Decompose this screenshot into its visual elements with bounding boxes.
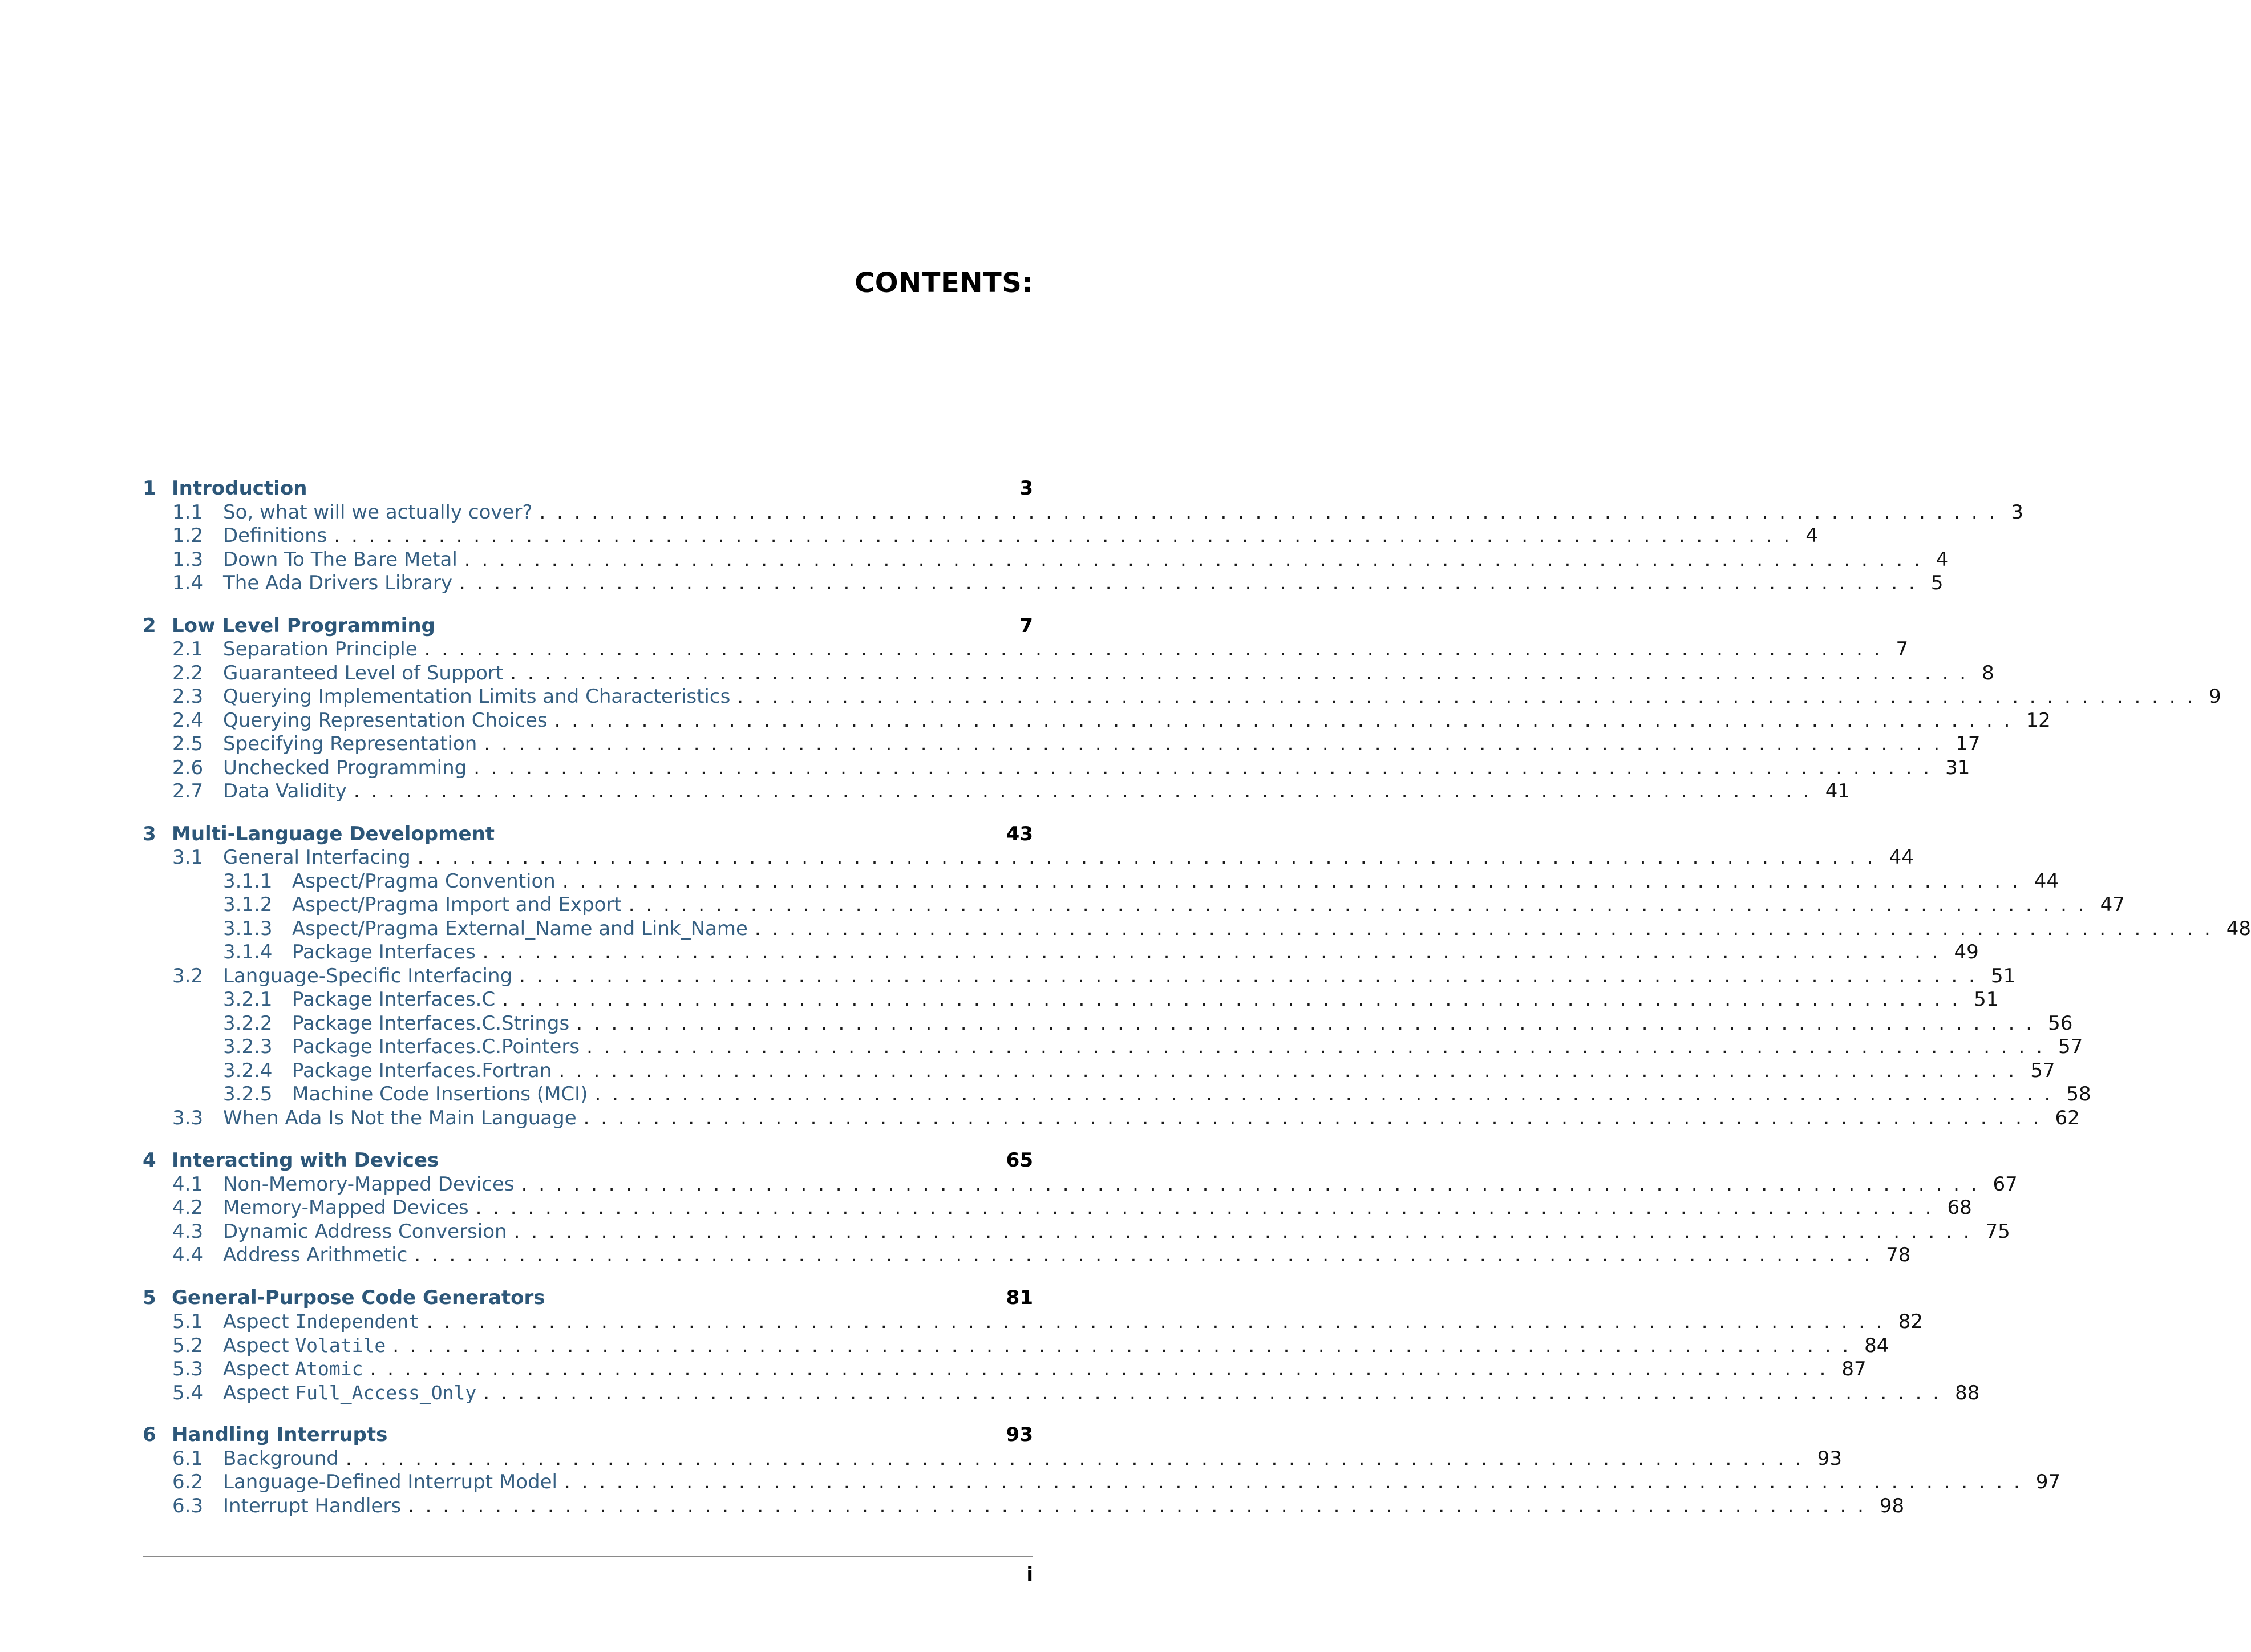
section-title[interactable]: Unchecked Programming: [223, 756, 467, 779]
subsection-number: 3.2.5: [223, 1083, 273, 1106]
section-number: 4.1: [172, 1172, 204, 1196]
toc-subsection-entry[interactable]: [143, 1083, 2091, 1107]
section-number: 2.5: [172, 732, 204, 755]
dot-leader: [495, 988, 1958, 1012]
section-number: 3.1: [172, 846, 204, 869]
dot-leader: [588, 1083, 2050, 1107]
chapter-title[interactable]: Interacting with Devices: [172, 1149, 439, 1172]
chapter-page-number: 3: [1019, 477, 1033, 500]
section-title[interactable]: Definitions: [223, 524, 327, 547]
subsection-page-number: 44: [2034, 869, 2059, 893]
toc-section-entry[interactable]: [143, 1106, 2080, 1131]
section-title[interactable]: Interrupt Handlers: [223, 1494, 402, 1517]
dot-leader: [512, 965, 1975, 989]
section-number: 1.1: [172, 500, 204, 524]
toc-subsection-entry[interactable]: [143, 1035, 2083, 1059]
subsection-number: 3.2.1: [223, 988, 273, 1011]
subsection-page-number: 49: [1954, 941, 1979, 963]
dot-leader: [477, 732, 1940, 756]
section-page-number: 67: [1993, 1172, 2018, 1196]
toc-subsection-entry[interactable]: [143, 893, 2125, 917]
subsection-title[interactable]: Aspect/Pragma Import and Export: [292, 893, 622, 916]
toc-section-entry[interactable]: [143, 685, 2221, 709]
subsection-title[interactable]: Machine Code Insertions (MCI): [292, 1083, 588, 1106]
section-number: 3.3: [172, 1106, 204, 1129]
toc-subsection-entry[interactable]: [143, 1059, 2055, 1083]
toc-chapter-block: [143, 1149, 2018, 1268]
title-code: Atomic: [295, 1358, 363, 1380]
dot-leader: [363, 1358, 1826, 1382]
subsection-title[interactable]: Aspect/Pragma Convention: [292, 869, 556, 893]
section-number: 5.1: [172, 1310, 204, 1333]
subsection-title[interactable]: Package Interfaces.C.Pointers: [292, 1035, 580, 1058]
subsection-page-number: 58: [2066, 1083, 2091, 1106]
toc-chapter-block: [143, 614, 2221, 804]
chapter-number: 5: [143, 1286, 156, 1309]
chapter-page-number: 93: [1006, 1423, 1033, 1446]
toc-section-entry[interactable]: [143, 572, 1944, 596]
section-page-number: 4: [1805, 524, 1818, 547]
toc-section-entry[interactable]: [143, 638, 1909, 662]
toc-subsection-entry[interactable]: [143, 869, 2059, 894]
section-number: 5.3: [172, 1358, 204, 1380]
toc-chapter-entry[interactable]: [143, 823, 1033, 847]
section-title[interactable]: Separation Principle: [223, 638, 418, 661]
section-title[interactable]: Querying Representation Choices: [223, 708, 548, 732]
toc-chapter-entry[interactable]: [143, 1286, 1033, 1310]
section-page-number: 8: [1982, 661, 1994, 685]
toc-chapter-entry[interactable]: [143, 614, 1033, 638]
section-title[interactable]: [223, 1357, 363, 1382]
toc-section-entry[interactable]: [143, 1220, 2010, 1244]
toc-section-entry[interactable]: [143, 1196, 1972, 1220]
chapter-number: 6: [143, 1423, 156, 1446]
dot-leader: [577, 1107, 2039, 1131]
toc-section-entry[interactable]: [143, 1244, 1911, 1268]
dot-leader: [503, 662, 1966, 686]
toc-section-entry[interactable]: [143, 1334, 1889, 1358]
section-page-number: 98: [1879, 1494, 1905, 1517]
title-code: Independent: [295, 1310, 420, 1333]
chapter-title[interactable]: Multi-Language Development: [172, 822, 495, 845]
toc-section-entry[interactable]: [143, 732, 1981, 756]
section-number: 1.3: [172, 548, 204, 571]
dot-leader: [557, 1471, 2020, 1495]
chapter-number: 4: [143, 1149, 156, 1172]
section-page-number: 51: [1990, 964, 2016, 987]
toc-section-entry[interactable]: [143, 548, 1949, 572]
toc-section-entry[interactable]: [143, 1310, 1923, 1334]
chapter-number: 2: [143, 614, 156, 637]
subsection-page-number: 57: [2058, 1035, 2083, 1058]
toc-section-entry[interactable]: [143, 1447, 1842, 1471]
section-number: 4.2: [172, 1196, 204, 1219]
dot-leader: [548, 709, 2010, 733]
toc-chapter-entry[interactable]: [143, 477, 1033, 501]
toc-chapter-block: [143, 1286, 1980, 1405]
dot-leader: [730, 685, 2193, 709]
dot-leader: [515, 1173, 1977, 1197]
chapter-title[interactable]: General-Purpose Code Generators: [172, 1286, 545, 1309]
toc-section-entry[interactable]: [143, 846, 1914, 870]
dot-leader: [452, 572, 1915, 596]
section-title[interactable]: [223, 1310, 420, 1334]
section-number: 2.3: [172, 685, 204, 708]
section-number: 2.7: [172, 780, 204, 803]
section-page-number: 31: [1945, 756, 1970, 779]
toc-chapter-entry[interactable]: [143, 1423, 1033, 1447]
subsection-page-number: 51: [1974, 988, 1999, 1011]
toc-subsection-entry[interactable]: [143, 1011, 2073, 1036]
title-prefix: Aspect: [223, 1310, 289, 1333]
toc-chapter-block: [143, 1423, 2061, 1518]
section-title[interactable]: General Interfacing: [223, 846, 411, 869]
section-page-number: 44: [1889, 846, 1914, 869]
table-of-contents: [143, 477, 2251, 1537]
dot-leader: [622, 893, 2084, 917]
section-page-number: 68: [1947, 1196, 1972, 1219]
toc-subsection-entry[interactable]: [143, 941, 1979, 965]
section-number: 2.1: [172, 638, 204, 661]
section-title[interactable]: Language-Specific Interfacing: [223, 964, 513, 987]
section-page-number: 4: [1936, 548, 1949, 571]
subsection-number: 3.1.3: [223, 917, 273, 940]
dot-leader: [532, 501, 1995, 525]
subsection-page-number: 56: [2048, 1011, 2073, 1035]
subsection-number: 3.2.3: [223, 1035, 273, 1058]
toc-chapter-entry[interactable]: [143, 1149, 1033, 1173]
dot-leader: [469, 1196, 1932, 1220]
toc-subsection-entry[interactable]: [143, 988, 1999, 1012]
dot-leader: [467, 756, 1929, 780]
dot-leader: [411, 846, 1873, 870]
toc-section-entry[interactable]: [143, 1357, 1867, 1381]
section-page-number: 12: [2026, 708, 2051, 732]
subsection-number: 3.1.1: [223, 869, 273, 893]
dot-leader: [339, 1447, 1801, 1471]
section-page-number: 62: [2055, 1106, 2080, 1129]
chapter-title[interactable]: Handling Interrupts: [172, 1423, 388, 1446]
section-title[interactable]: So, what will we actually cover?: [223, 500, 533, 524]
dot-leader: [386, 1334, 1848, 1358]
section-page-number: 87: [1841, 1358, 1867, 1380]
subsection-page-number: 47: [2100, 893, 2125, 916]
section-page-number: 7: [1896, 638, 1909, 661]
footer-divider: [143, 1556, 1033, 1557]
subsection-title[interactable]: Package Interfaces: [292, 941, 476, 963]
section-title[interactable]: Dynamic Address Conversion: [223, 1220, 507, 1243]
toc-section-entry[interactable]: [143, 708, 2051, 733]
section-number: 4.3: [172, 1220, 204, 1243]
subsection-title[interactable]: Package Interfaces.C: [292, 988, 496, 1011]
dot-leader: [580, 1035, 2042, 1059]
toc-section-entry[interactable]: [143, 1172, 2018, 1197]
section-number: 6.3: [172, 1494, 204, 1517]
subsection-number: 3.2.2: [223, 1011, 273, 1035]
section-number: 1.2: [172, 524, 204, 547]
subsection-title[interactable]: Aspect/Pragma External_Name and Link_Name: [292, 917, 748, 940]
section-title[interactable]: Guaranteed Level of Support: [223, 661, 504, 685]
section-title[interactable]: Background: [223, 1447, 339, 1470]
title-code: Volatile: [295, 1334, 386, 1357]
section-number: 5.2: [172, 1334, 204, 1357]
section-number: 6.2: [172, 1471, 204, 1493]
section-title[interactable]: When Ada Is Not the Main Language: [223, 1106, 577, 1129]
dot-leader: [556, 870, 2018, 894]
subsection-number: 3.1.2: [223, 893, 273, 916]
title-prefix: Aspect: [223, 1334, 289, 1357]
section-page-number: 41: [1825, 780, 1850, 803]
section-title[interactable]: Querying Implementation Limits and Characteristics: [223, 685, 731, 708]
subsection-number: 3.1.4: [223, 941, 273, 963]
section-number: 3.2: [172, 964, 204, 987]
section-title[interactable]: Non-Memory-Mapped Devices: [223, 1172, 515, 1196]
section-title[interactable]: Down To The Bare Metal: [223, 548, 458, 571]
section-page-number: 82: [1898, 1310, 1923, 1333]
dot-leader: [327, 524, 1790, 548]
footer-page-number: i: [1026, 1563, 1033, 1586]
section-title[interactable]: Memory-Mapped Devices: [223, 1196, 469, 1219]
title-prefix: Aspect: [223, 1358, 289, 1380]
chapter-number: 3: [143, 822, 156, 845]
section-number: 2.4: [172, 708, 204, 732]
section-number: 2.2: [172, 661, 204, 685]
section-page-number: 9: [2209, 685, 2221, 708]
section-number: 5.4: [172, 1381, 204, 1404]
toc-section-entry[interactable]: [143, 500, 2023, 525]
dot-leader: [458, 548, 1920, 572]
subsection-page-number: 48: [2226, 917, 2251, 940]
dot-leader: [407, 1244, 1870, 1268]
dot-leader: [552, 1059, 2014, 1083]
section-page-number: 3: [2011, 500, 2023, 524]
section-title[interactable]: The Ada Drivers Library: [223, 572, 452, 594]
dot-leader: [748, 917, 2210, 941]
chapter-title[interactable]: Low Level Programming: [172, 614, 435, 637]
chapter-page-number: 81: [1006, 1286, 1033, 1309]
chapter-number: 1: [143, 477, 156, 500]
subsection-title[interactable]: Package Interfaces.C.Strings: [292, 1011, 570, 1035]
toc-section-entry[interactable]: [143, 756, 1970, 780]
section-number: 6.1: [172, 1447, 204, 1470]
dot-leader: [401, 1495, 1864, 1519]
toc-section-entry[interactable]: [143, 964, 2016, 989]
section-page-number: 17: [1956, 732, 1981, 755]
toc-section-entry[interactable]: [143, 1471, 2061, 1495]
section-number: 2.6: [172, 756, 204, 779]
section-title[interactable]: Specifying Representation: [223, 732, 477, 755]
dot-leader: [347, 780, 1809, 804]
section-title[interactable]: [223, 1334, 386, 1358]
section-title[interactable]: Address Arithmetic: [223, 1244, 408, 1266]
dot-leader: [476, 1382, 1939, 1406]
chapter-title[interactable]: Introduction: [172, 477, 307, 500]
dot-leader: [476, 941, 1938, 965]
section-title[interactable]: Data Validity: [223, 780, 347, 803]
toc-section-entry[interactable]: [143, 780, 1850, 804]
chapter-page-number: 43: [1006, 822, 1033, 845]
section-title[interactable]: Language-Defined Interrupt Model: [223, 1471, 557, 1493]
toc-chapter-block: [143, 477, 2023, 596]
subsection-title[interactable]: Package Interfaces.Fortran: [292, 1059, 552, 1082]
section-page-number: 88: [1955, 1381, 1980, 1404]
section-number: 4.4: [172, 1244, 204, 1266]
toc-chapter-block: [143, 822, 2251, 1131]
dot-leader: [507, 1220, 1970, 1244]
section-page-number: 93: [1817, 1447, 1842, 1470]
dot-leader: [418, 638, 1880, 662]
subsection-page-number: 57: [2030, 1059, 2055, 1082]
section-number: 1.4: [172, 572, 204, 594]
page-title: CONTENTS:: [855, 267, 1033, 299]
chapter-page-number: 7: [1019, 614, 1033, 637]
subsection-number: 3.2.4: [223, 1059, 273, 1082]
section-page-number: 78: [1886, 1244, 1911, 1266]
section-page-number: 84: [1864, 1334, 1889, 1357]
dot-leader: [420, 1310, 1882, 1334]
title-prefix: Aspect: [223, 1381, 289, 1404]
title-code: Full_Access_Only: [295, 1381, 477, 1404]
toc-section-entry[interactable]: [143, 1494, 1905, 1519]
toc-subsection-entry[interactable]: [143, 917, 2251, 941]
chapter-page-number: 65: [1006, 1149, 1033, 1172]
section-page-number: 97: [2035, 1471, 2061, 1493]
section-title[interactable]: [223, 1381, 476, 1406]
toc-section-entry[interactable]: [143, 661, 1994, 686]
toc-section-entry[interactable]: [143, 524, 1818, 548]
toc-section-entry[interactable]: [143, 1381, 1980, 1405]
section-page-number: 5: [1930, 572, 1944, 594]
dot-leader: [569, 1012, 2032, 1036]
section-page-number: 75: [1985, 1220, 2010, 1243]
